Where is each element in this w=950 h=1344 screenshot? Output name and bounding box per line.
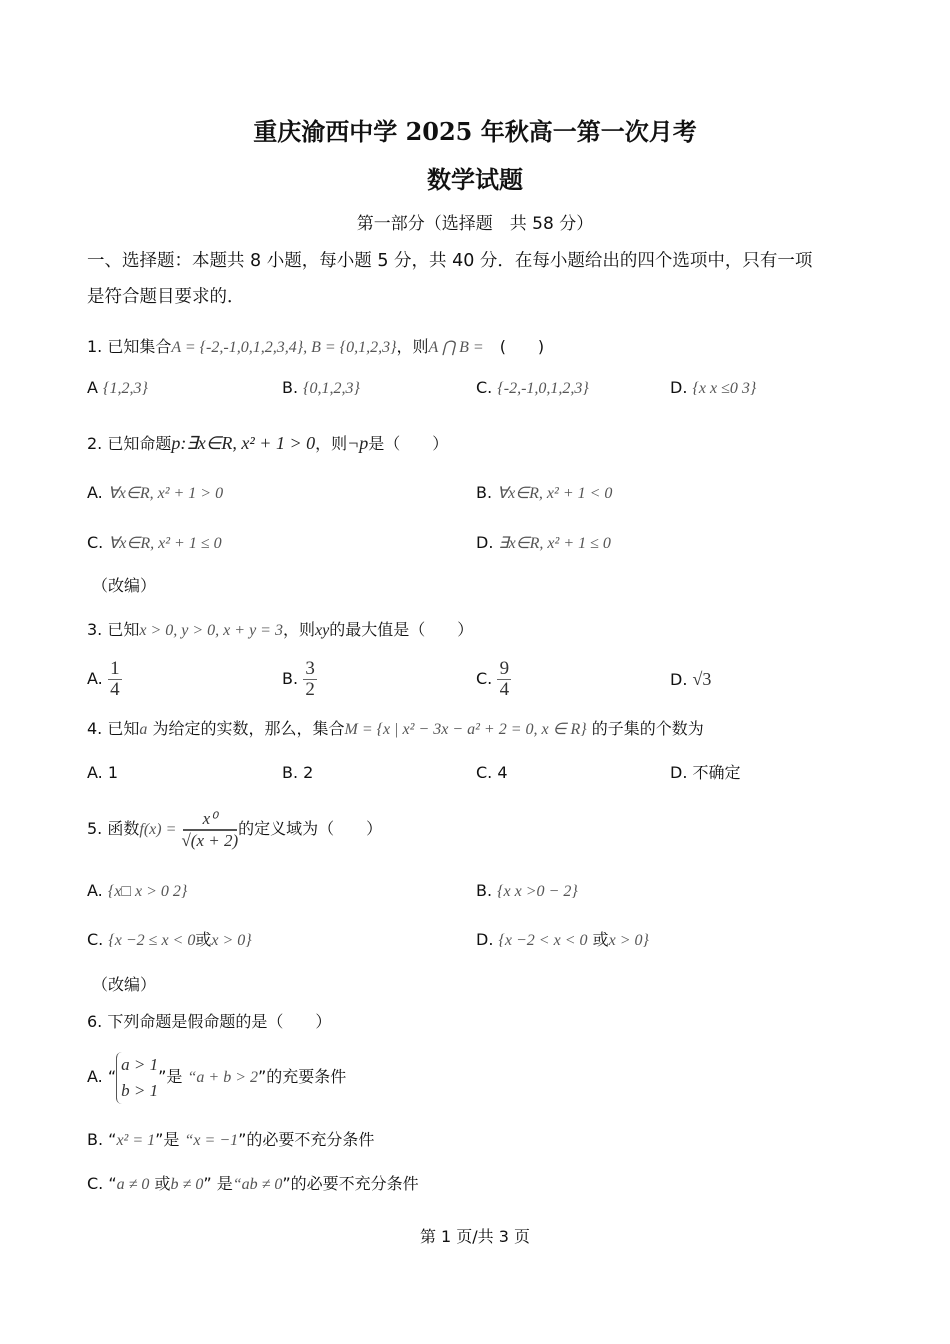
fraction bbox=[303, 659, 317, 700]
math-expression: b ≠ 0 bbox=[170, 1176, 204, 1193]
option-d bbox=[670, 763, 741, 783]
option-d bbox=[476, 930, 649, 951]
option-label: A. bbox=[87, 669, 103, 688]
option-label: D. bbox=[670, 763, 688, 782]
question-text: ，则 bbox=[315, 434, 348, 453]
numerator: x⁰ bbox=[202, 808, 217, 828]
question-2 bbox=[87, 433, 448, 454]
option-b bbox=[282, 657, 317, 701]
option-a bbox=[87, 483, 223, 504]
question-text: 下列命题是假命题的是（ ） bbox=[107, 1012, 332, 1031]
option-label: D. bbox=[670, 670, 688, 689]
question-text: 已知 bbox=[107, 620, 140, 639]
numerator: 1 bbox=[110, 658, 120, 679]
question-number: 5. bbox=[87, 819, 108, 838]
option-c bbox=[87, 1174, 419, 1195]
option-text: ∀x∈R, x² + 1 > 0 bbox=[107, 485, 224, 502]
option-text: 2 bbox=[303, 763, 314, 782]
option-label: B. bbox=[282, 763, 299, 782]
question-text: ，则 bbox=[282, 620, 315, 639]
option-label: C. bbox=[87, 533, 104, 552]
option-label: C. bbox=[476, 669, 493, 688]
option-text: 或 bbox=[154, 1174, 171, 1193]
option-text: ∀x∈R, x² + 1 ≤ 0 bbox=[108, 535, 222, 552]
option-text: {-2,-1,0,1,2,3} bbox=[497, 380, 589, 397]
option-a bbox=[87, 763, 118, 783]
option-label: C. bbox=[476, 763, 493, 782]
fraction bbox=[181, 809, 238, 851]
denominator: 4 bbox=[110, 679, 120, 700]
adapted-note: （改编） bbox=[92, 576, 157, 595]
question-text: ，则 bbox=[396, 337, 429, 356]
option-a bbox=[87, 657, 122, 701]
math-expression: “ab ≠ 0 bbox=[232, 1176, 283, 1193]
question-text: 函数 bbox=[107, 819, 140, 838]
exam-title: 重庆渝西中学 2025 年秋高一第一次月考 bbox=[253, 117, 697, 146]
question-3 bbox=[87, 620, 473, 641]
option-label: D. bbox=[476, 930, 494, 949]
option-text: ”的充要条件 bbox=[258, 1067, 347, 1086]
denominator: 4 bbox=[499, 679, 510, 700]
question-number: 1. bbox=[87, 337, 108, 356]
fraction bbox=[497, 659, 511, 700]
question-number: 6. bbox=[87, 1012, 108, 1031]
option-c bbox=[87, 930, 252, 951]
option-text: ” 是 bbox=[203, 1174, 233, 1193]
answer-blank: 是（ ） bbox=[368, 434, 449, 453]
section-instructions-2: 是符合题目要求的． bbox=[87, 287, 245, 307]
math-expression: A ⋂ B = bbox=[428, 339, 484, 356]
math-expression: ¬p bbox=[347, 433, 369, 453]
question-4 bbox=[87, 719, 704, 740]
option-text: x > 0} bbox=[608, 932, 649, 949]
option-label: A bbox=[87, 378, 98, 397]
part-heading: 第一部分（选择题 共 58 分） bbox=[356, 214, 594, 234]
option-text: ”是 bbox=[155, 1130, 180, 1149]
question-1 bbox=[87, 337, 544, 358]
option-label: A. bbox=[87, 483, 103, 502]
brace-system bbox=[116, 1052, 158, 1104]
option-b bbox=[476, 483, 612, 504]
denominator: 2 bbox=[305, 679, 315, 700]
option-text: ”的必要不充分条件 bbox=[238, 1130, 375, 1149]
question-text: 已知 bbox=[107, 719, 140, 738]
option-label: B. bbox=[476, 483, 493, 502]
math-expression: b > 1 bbox=[121, 1080, 159, 1100]
option-d bbox=[670, 378, 756, 399]
math-expression: xy bbox=[314, 622, 330, 639]
numerator: 9 bbox=[499, 658, 510, 679]
exam-subtitle: 数学试题 bbox=[427, 165, 523, 194]
math-expression: p:∃x∈R, x² + 1 > 0 bbox=[171, 433, 316, 453]
option-d bbox=[476, 533, 611, 554]
question-number: 4. bbox=[87, 719, 108, 738]
math-expression: x² = 1 bbox=[116, 1132, 156, 1149]
option-text: 或 bbox=[195, 930, 212, 949]
question-text: 为给定的实数，那么，集合 bbox=[152, 719, 345, 738]
question-text: 的定义域为（ ） bbox=[238, 819, 383, 838]
question-5 bbox=[87, 805, 382, 854]
option-a bbox=[87, 378, 148, 399]
option-text: {1,2,3} bbox=[103, 380, 148, 397]
question-text: 已知命题 bbox=[107, 434, 172, 453]
page-footer: 第 1 页/共 3 页 bbox=[419, 1227, 531, 1246]
option-text: ”的必要不充分条件 bbox=[282, 1174, 419, 1193]
adapted-note: （改编） bbox=[92, 975, 157, 994]
question-text: 已知集合 bbox=[107, 337, 172, 356]
math-expression: A = {-2,-1,0,1,2,3,4}, B = {0,1,2,3} bbox=[171, 339, 397, 356]
option-text: {x −2 ≤ x < 0 bbox=[108, 932, 196, 949]
option-text: 4 bbox=[497, 763, 508, 782]
option-text: {x□ x > 0 2} bbox=[107, 883, 188, 900]
option-label: C. bbox=[476, 378, 493, 397]
option-text: 不确定 bbox=[692, 763, 741, 782]
option-c bbox=[476, 657, 511, 701]
option-label: A. bbox=[87, 881, 103, 900]
section-instructions-1: 一、选择题：本题共 8 小题，每小题 5 分，共 40 分．在每小题给出的四个选项中，只有一项 bbox=[87, 251, 813, 271]
option-d bbox=[670, 669, 711, 690]
option-label: B. bbox=[476, 881, 493, 900]
math-expression: a > 1 bbox=[121, 1054, 159, 1074]
option-text: √3 bbox=[692, 669, 712, 689]
option-b bbox=[282, 378, 360, 399]
option-a bbox=[87, 881, 187, 902]
denominator: √(x + 2) bbox=[181, 830, 239, 850]
option-b bbox=[282, 763, 313, 783]
option-label: C. bbox=[87, 930, 104, 949]
option-b bbox=[87, 1130, 374, 1151]
option-text: ∃x∈R, x² + 1 ≤ 0 bbox=[498, 535, 611, 552]
option-a bbox=[87, 1049, 346, 1106]
option-label: A. bbox=[87, 763, 103, 782]
math-expression: x > 0, y > 0, x + y = 3 bbox=[139, 622, 283, 639]
option-text: {0,1,2,3} bbox=[303, 380, 360, 397]
answer-blank: ( ) bbox=[483, 337, 545, 356]
option-c bbox=[87, 533, 222, 554]
option-text: ∀x∈R, x² + 1 < 0 bbox=[497, 485, 613, 502]
numerator: 3 bbox=[305, 658, 315, 679]
math-expression: f(x) = bbox=[139, 821, 177, 838]
option-text: x > 0} bbox=[211, 932, 252, 949]
math-expression: “a + b > 2 bbox=[187, 1069, 258, 1086]
math-expression: a ≠ 0 bbox=[116, 1176, 150, 1193]
option-c bbox=[476, 763, 508, 783]
math-expression: a bbox=[139, 721, 148, 738]
option-text: 1 bbox=[107, 763, 119, 782]
question-number: 2. bbox=[87, 434, 108, 453]
answer-blank: 的最大值是（ ） bbox=[329, 620, 474, 639]
option-label: B. bbox=[282, 378, 299, 397]
question-number: 3. bbox=[87, 620, 108, 639]
option-text: {x −2 < x < 0 bbox=[498, 932, 588, 949]
option-b bbox=[476, 881, 578, 902]
option-c bbox=[476, 378, 589, 399]
option-text: 或 bbox=[592, 930, 609, 949]
question-6 bbox=[87, 1012, 331, 1032]
option-label: A. “ bbox=[87, 1067, 117, 1086]
option-text: {x x >0 − 2} bbox=[497, 883, 578, 900]
question-text: 的子集的个数为 bbox=[591, 719, 704, 738]
option-text: {x x ≤0 3} bbox=[692, 380, 757, 397]
math-expression: “x = −1 bbox=[184, 1132, 239, 1149]
option-label: D. bbox=[476, 533, 494, 552]
option-label: B. “ bbox=[87, 1130, 117, 1149]
fraction bbox=[108, 659, 122, 700]
option-label: D. bbox=[670, 378, 688, 397]
math-expression: M = {x | x² − 3x − a² + 2 = 0, x ∈ R} bbox=[344, 721, 587, 738]
option-label: B. bbox=[282, 669, 299, 688]
option-label: C. “ bbox=[87, 1174, 117, 1193]
option-text: ”是 bbox=[158, 1067, 183, 1086]
